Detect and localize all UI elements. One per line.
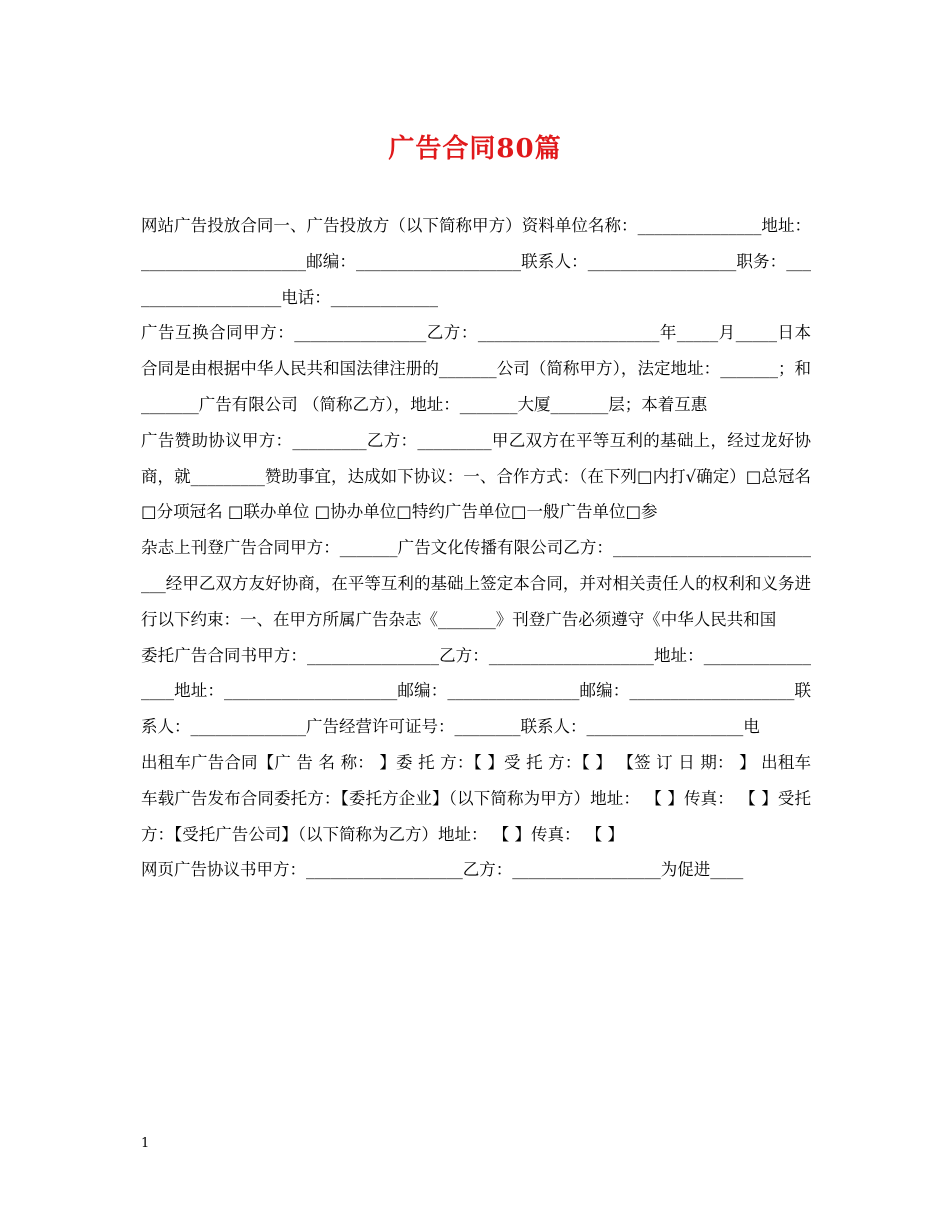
paragraph-ad-sponsorship-agreement: 广告赞助协议甲方：_________乙方：_________甲乙双方在平等互利的基础上，经过龙好协商，就_________赞助事宜，达成如下协议：一、合作方式：（在下列□内打√确定）□总冠名□分项冠名 □联办单位 □协办单位□特约广告单位□一般广告单位□参	[141, 430, 811, 522]
document-title: 广告合同80篇	[388, 134, 562, 164]
paragraph-taxi-ad-contract: 出租车广告合同【广 告 名 称： 】委 托 方：【 】受 托 方：【 】 【签 订 日 期： 】 出租车车载广告发布合同委托方：【委托方企业】（以下简称为甲方）地址： 【 】传真： 【 】受托方：【受托广告公司】（以下简称为乙方）地址： 【 】传真： 【 】	[141, 752, 811, 844]
paragraph-entrusted-ad-contract: 委托广告合同书甲方：________________乙方：____________________地址：_________________地址：_____________________邮编：________________邮编：____________________联系人：______________广告经营许可证号：________联系人：___________________电	[141, 645, 811, 737]
paragraph-webpage-ad-agreement: 网页广告协议书甲方：___________________乙方：__________________为促进____	[141, 860, 744, 880]
paragraph-ad-exchange-contract: 广告互换合同甲方：________________乙方：______________________年_____月_____日本合同是由根据中华人民共和国法律注册的_______公司（简称甲方），法定地址：_______；和_______广告有限公司 （简称乙方），地址：_______大厦_______层；本着互惠	[141, 323, 811, 414]
paragraph-magazine-ad-contract: 杂志上刊登广告合同甲方：_______广告文化传播有限公司乙方：___________________________经甲乙双方友好协商，在平等互利的基础上签定本合同，并对相关责任人的权利和义务进行以下约束：一、在甲方所属广告杂志《_______》刊登广告必须遵守《中华人民共和国	[141, 538, 811, 629]
paragraph-website-ad-contract: 网站广告投放合同一、广告投放方（以下简称甲方）资料单位名称：_______________地址：____________________邮编：____________________联系人：__________________职务：____________________电话：_____________	[141, 216, 811, 307]
document-body	[141, 208, 811, 888]
page-number: 1	[141, 1136, 150, 1151]
